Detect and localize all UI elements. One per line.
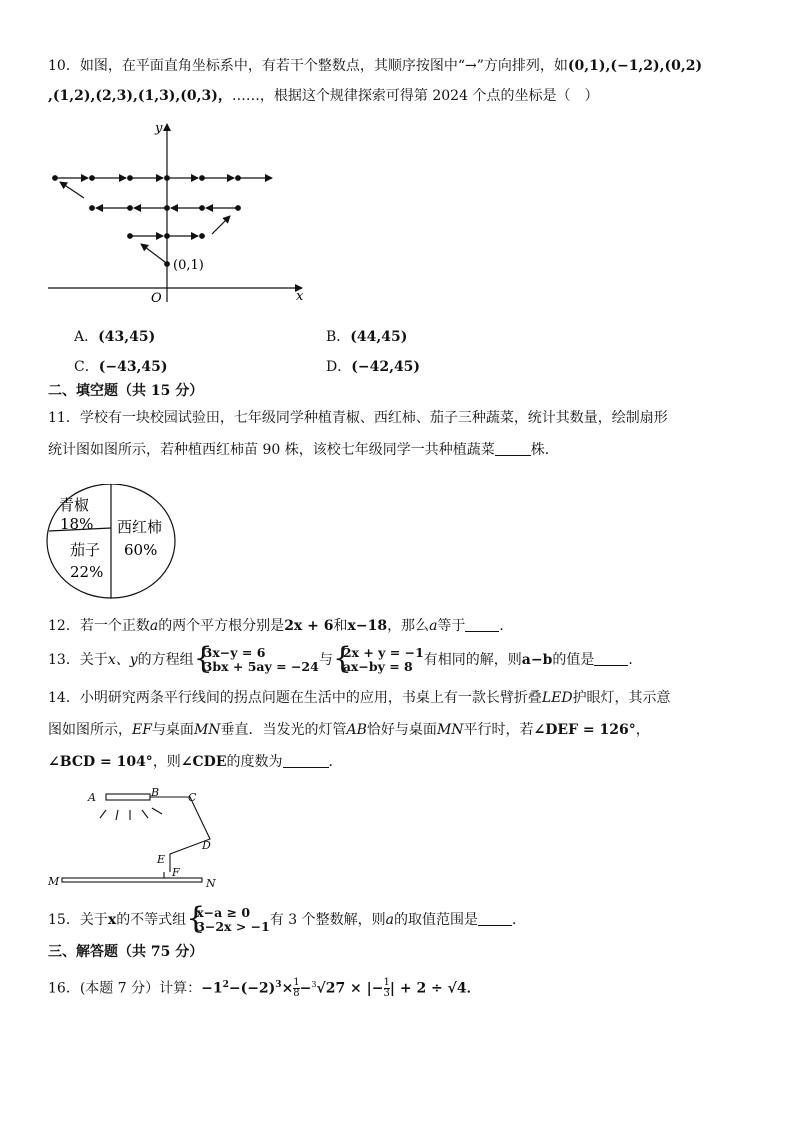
q15-line: 15．关于x的不等式组 { x−a ≥ 0 3−2x > −1 有 3 个整数解，则a的取值范围是 ． xyxy=(48,901,527,936)
label-a: A xyxy=(88,791,96,804)
q10-line1: 10．如图，在平面直角坐标系中，有若干个整数点，其顺序按图中“→”方向排列，如(0,1),(−1,2),(0,2) xyxy=(48,58,703,74)
section-3-heading: 三、解答题（共 75 分） xyxy=(48,944,204,960)
equation-system-1: { 3x−y = 6 3bx + 5ay = −24 xyxy=(193,641,319,676)
q14-line1: 14．小明研究两条平行线间的拐点问题在生活中的应用，书桌上有一款长臂折叠LED护眼灯，其示意 xyxy=(48,690,671,706)
lamp-tube xyxy=(106,794,150,800)
equation-system-2: { 2x + y = −1 ax−by = 8 xyxy=(332,641,424,676)
desk xyxy=(62,878,202,882)
pie-value-xihongshi: 60% xyxy=(124,541,158,559)
pie-chart xyxy=(46,484,180,602)
q13-line: 13．关于x、y的方程组 { 3x−y = 6 3bx + 5ay = −24 与 { 2x + y = −1 ax−by = 8 有相同的解，则a−b的值是 ． xyxy=(48,641,643,676)
label-n: N xyxy=(206,877,216,890)
option-d[interactable]: D．(−42,45) xyxy=(326,359,421,375)
label-b: B xyxy=(151,786,160,799)
fraction-one-eighth: $\frac{1}{8}$ xyxy=(293,977,300,1000)
label-c: C xyxy=(188,791,197,804)
q11-line2: 统计图如图所示，若种植西红柿苗 90 株，该校七年级同学一共种植蔬菜 株． xyxy=(48,442,559,458)
fraction-one-third: $\frac{1}{3}$ xyxy=(383,977,390,1000)
pie-label-xihongshi: 西红柿 xyxy=(117,518,163,536)
q14-line3: ∠BCD = 104°，则∠CDE的度数为 ． xyxy=(48,754,343,770)
option-a[interactable]: A．(43,45) xyxy=(74,329,156,345)
y-label: y xyxy=(155,121,163,136)
option-c[interactable]: C．(−43,45) xyxy=(74,359,168,375)
q10-points: (0,1),(−1,2),(0,2) xyxy=(567,58,703,74)
pie-value-qingjiao: 18% xyxy=(60,515,94,533)
pie-label-qiezi: 茄子 xyxy=(70,541,101,559)
answer-blank[interactable] xyxy=(478,911,512,926)
q16-line: 16．(本题 7 分）计算：$-1^2-(-2)^3\times$ $\frac{1}{8}$ −$^3$√27 × |− $\frac{1}{3}$ | + 2 ÷ √4． xyxy=(48,977,481,1000)
inequality-system: { x−a ≥ 0 3−2x > −1 xyxy=(186,901,270,936)
q11-line1: 11．学校有一块校园试验田，七年级同学种植青椒、西红柿、茄子三种蔬菜，统计其数量，绘制扇形 xyxy=(48,410,668,426)
pie-value-qiezi: 22% xyxy=(70,563,104,581)
origin-label: O xyxy=(151,291,162,306)
section-2-heading: 二、填空题（共 15 分） xyxy=(48,383,204,399)
x-label: x xyxy=(296,289,304,304)
pie-label-qingjiao: 青椒 xyxy=(59,496,90,514)
point-label-0-1: (0,1) xyxy=(173,258,204,273)
q10-line2: ,(1,2),(2,3),(1,3),(0,3)，……，根据这个规律探索可得第 2024 个点的坐标是（ ） xyxy=(48,88,599,104)
label-f: F xyxy=(172,866,180,879)
q14-line2: 图如图所示，EF与桌面MN垂直．当发光的灯管AB恰好与桌面MN平行时，若∠DEF = 126°， xyxy=(48,722,650,738)
label-m: M xyxy=(48,875,60,888)
option-b[interactable]: B．(44,45) xyxy=(326,329,408,345)
label-e: E xyxy=(157,853,166,866)
q12-line: 12．若一个正数a的两个平方根分别是2x + 6和x−18，那么a等于 ． xyxy=(48,618,514,634)
coordinate-figure xyxy=(40,116,320,306)
label-d: D xyxy=(202,839,211,852)
answer-blank[interactable] xyxy=(495,441,531,456)
lamp-figure xyxy=(44,784,234,892)
answer-blank[interactable] xyxy=(465,617,499,632)
answer-blank[interactable] xyxy=(283,753,329,768)
answer-blank[interactable] xyxy=(594,651,628,666)
